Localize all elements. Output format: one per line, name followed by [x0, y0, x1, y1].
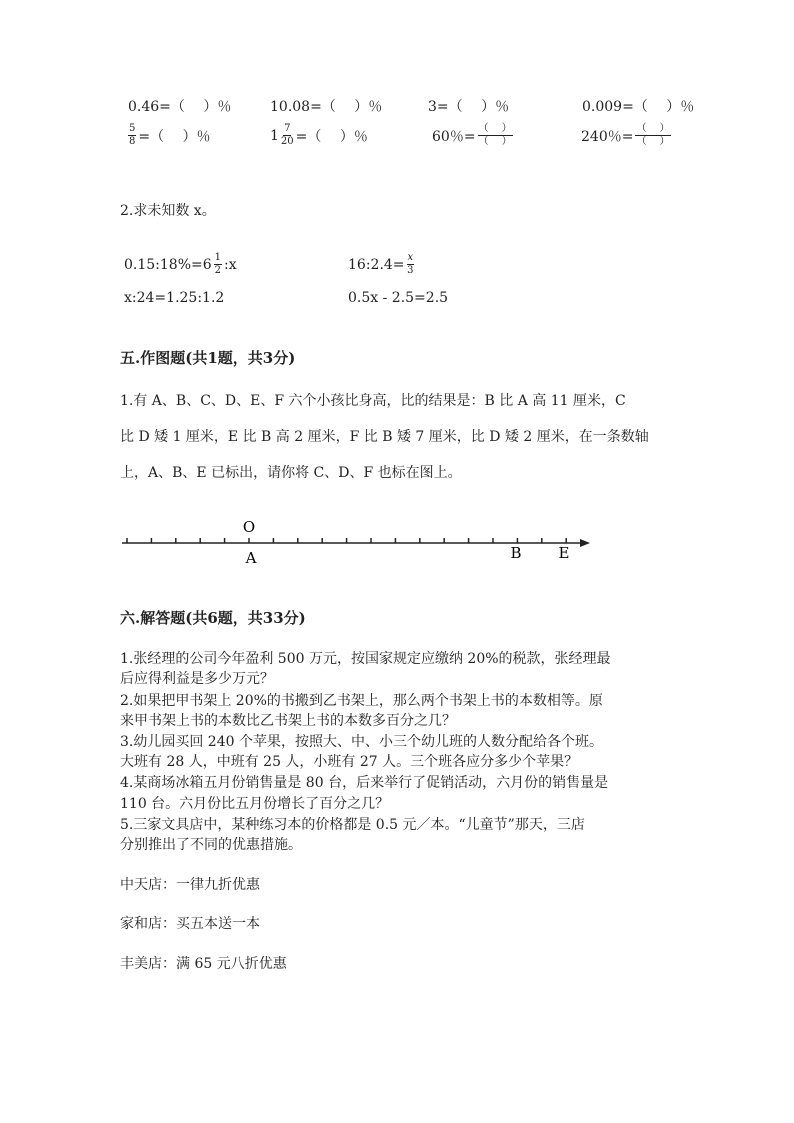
fill-item-3: 3=（ ）％: [428, 99, 510, 115]
point-e-label: E: [558, 544, 570, 562]
equation-1: [124, 253, 237, 276]
section-5-line-1: 1.有 A、B、C、D、E、F 六个小孩比身高，比的结果是：B 比 A 高 11 厘米，C: [120, 393, 626, 409]
fraction-denominator: 20: [280, 136, 294, 147]
section-5-line-3: 上，A、B、E 已标出，请你将 C、D、F 也标在图上。: [120, 465, 462, 481]
fill-item-7-lead: 60％=: [432, 128, 476, 145]
section-5-title: 五.作图题(共1题，共3分): [120, 349, 296, 367]
equation-4: 0.5x - 2.5=2.5: [348, 290, 449, 306]
store-fengmei: 丰美店：满 65 元八折优惠: [120, 956, 287, 972]
section-6-line-5: 3.幼儿园买回 240 个苹果，按照大、中、小三个幼儿班的人数分配给各个班。: [120, 734, 603, 750]
section-6-line-2: 后应得利益是多少万元？: [120, 671, 274, 687]
equation-1-lead: 0.15:18%=6: [124, 256, 212, 273]
equation-2-lead: 16:2.4=: [348, 256, 405, 273]
fraction-numerator: 1: [214, 252, 222, 263]
equation-1-tail: :x: [224, 256, 237, 273]
number-line-arrow: [580, 539, 590, 547]
origin-label: O: [242, 518, 256, 536]
fill-item-8-lead: 240％=: [581, 128, 634, 145]
equation-3: x:24=1.25:1.2: [124, 290, 225, 306]
fraction-numerator: 5: [129, 123, 136, 134]
section-6-title: 六.解答题(共6题，共33分): [120, 609, 306, 627]
section-6-line-8: 110 台。六月份比五月份增长了百分之几？: [120, 796, 390, 812]
fraction-numerator: （ ）: [478, 123, 512, 134]
fraction-denominator: （ ）: [636, 136, 670, 147]
store-zhongtian: 中天店：一律九折优惠: [120, 877, 260, 893]
section-6-line-7: 4.某商场冰箱五月份销售量是 80 台，后来举行了促销活动，六月份的销售量是: [120, 775, 609, 791]
fill-item-5-rest: =（ ）％: [138, 128, 211, 145]
fill-item-2: 10.08=（ ）％: [270, 99, 383, 115]
fraction-numerator: （ ）: [636, 123, 670, 134]
fill-item-5: [126, 124, 211, 147]
mixed-integer: 1: [270, 127, 279, 144]
fill-item-7: [432, 124, 515, 147]
section-6-line-4: 来甲书架上书的本数比乙书架上书的本数多百分之几？: [120, 713, 456, 729]
section-5-line-2: 比 D 矮 1 厘米，E 比 B 高 2 厘米，F 比 B 矮 7 厘米，比 D 矮 2 厘米，在一条数轴: [120, 429, 649, 445]
fill-item-1: 0.46=（ ）％: [128, 99, 232, 115]
fraction-denominator: 8: [129, 136, 136, 147]
fill-item-4: 0.009=（ ）％: [582, 99, 695, 115]
point-a-label: A: [245, 549, 257, 567]
fill-item-8: [581, 124, 673, 147]
section-6-line-10: 分别推出了不同的优惠措施。: [120, 837, 302, 853]
point-b-label: B: [510, 544, 522, 562]
fraction-denominator: 3: [407, 265, 414, 276]
section-6-line-1: 1.张经理的公司今年盈利 500 万元，按国家规定应缴纳 20%的税款，张经理最: [120, 651, 611, 667]
fill-item-6-rest: =（ ）％: [295, 128, 368, 145]
question-2-title: 2.求未知数 x。: [120, 203, 216, 219]
fraction-denominator: （ ）: [478, 136, 512, 147]
equation-2: [348, 253, 416, 276]
fraction-numerator: x: [407, 252, 414, 263]
fill-item-6: [270, 124, 368, 147]
section-6-line-6: 大班有 28 人，中班有 25 人，小班有 27 人。三个班各应分多少个苹果？: [120, 754, 579, 770]
fraction-denominator: 2: [214, 265, 222, 276]
section-6-line-3: 2.如果把甲书架上 20%的书搬到乙书架上，那么两个书架上书的本数相等。原: [120, 693, 603, 709]
store-jiahe: 家和店：买五本送一本: [120, 916, 260, 932]
section-6-line-9: 5.三家文具店中，某种练习本的价格都是 0.5 元／本。“儿童节”那天，三店: [120, 817, 585, 833]
fraction-numerator: 7: [284, 123, 291, 134]
